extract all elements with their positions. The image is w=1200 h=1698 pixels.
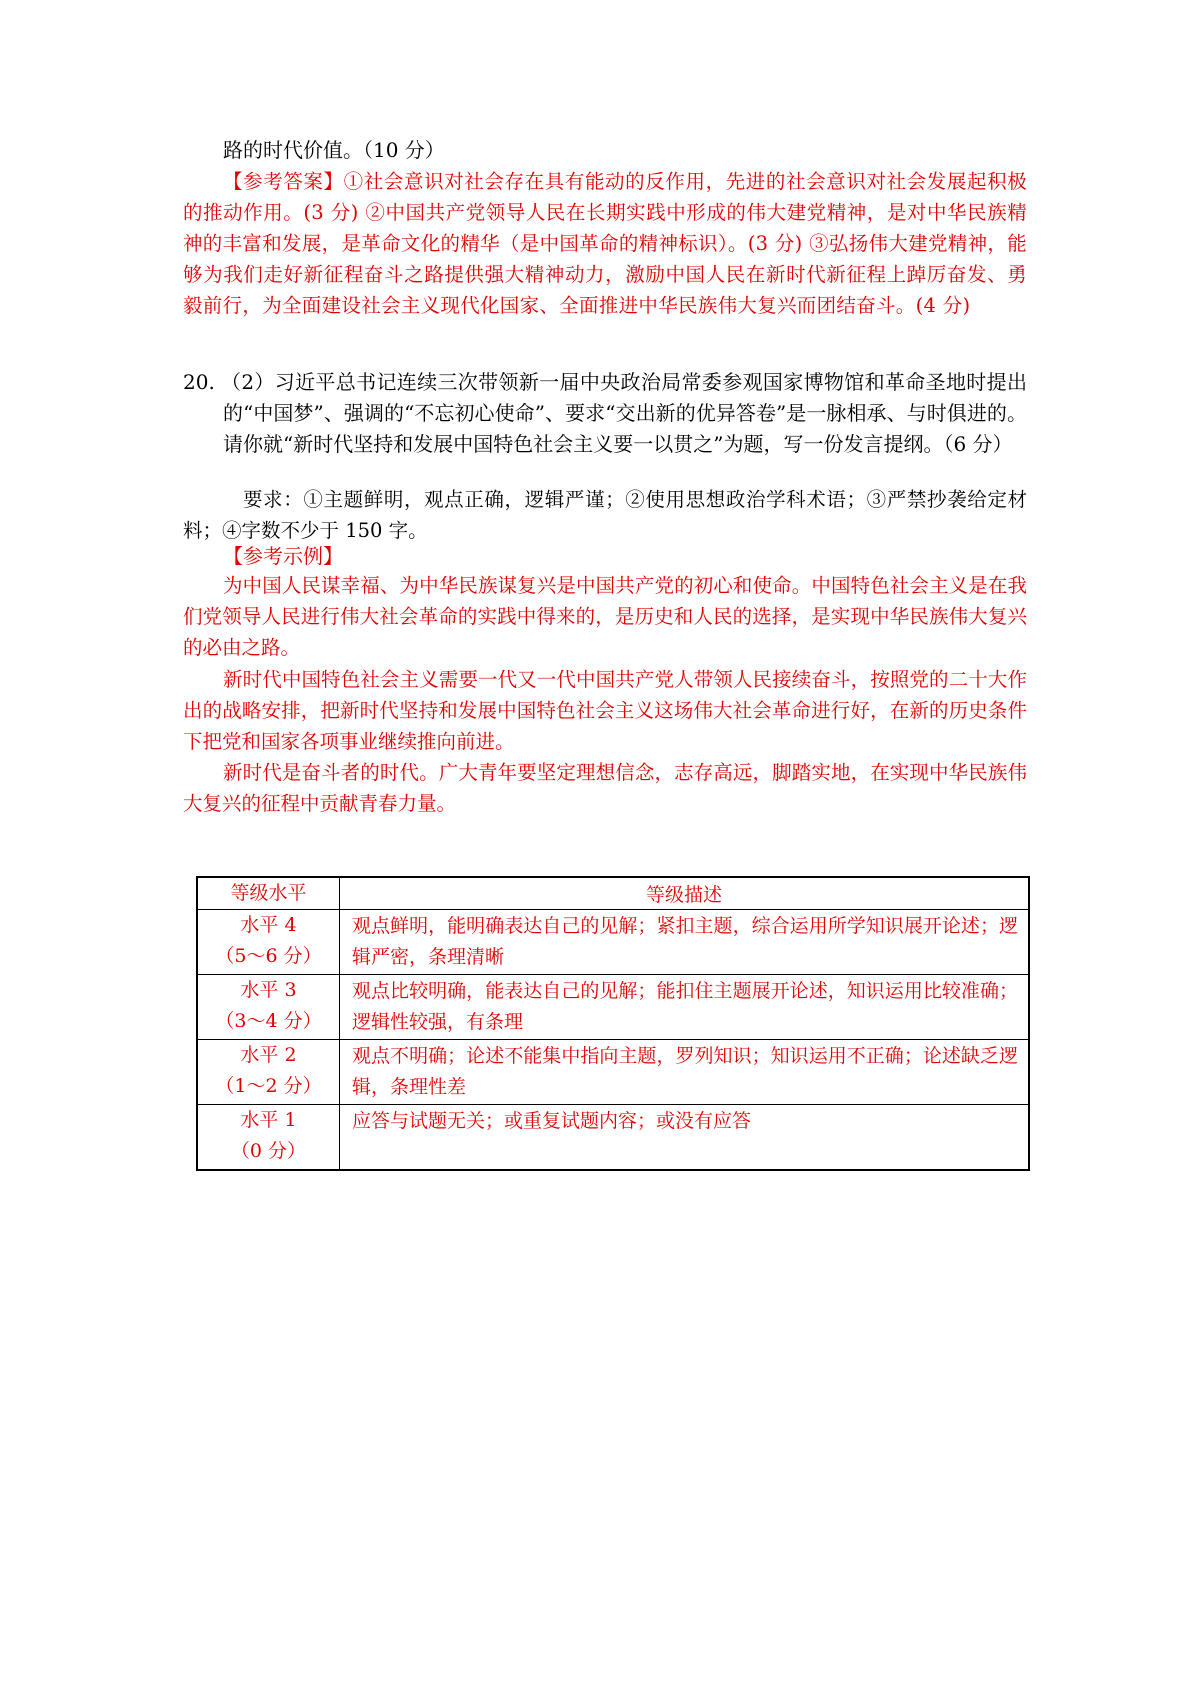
level-score: （3～4 分） [215,1010,322,1032]
level-name: 水平 3 [240,979,297,1001]
level-score: （5～6 分） [215,945,322,967]
level-cell [197,1040,340,1105]
question-requirement: 要求：①主题鲜明，观点正确，逻辑严谨；②使用思想政治学科术语；③严禁抄袭给定材料；④字数不少于 150 字。 [183,488,1027,542]
level-cell [197,910,340,975]
question-number: 20. [183,370,215,394]
table-header-row [197,877,1029,910]
level-score: （1～2 分） [215,1075,322,1097]
answer-label: 【参考答案】 [223,170,344,193]
level-score: （0 分） [230,1140,307,1162]
table-row [197,1040,1029,1105]
example-paragraph-1: 为中国人民谋幸福、为中华民族谋复兴是中国共产党的初心和使命。中国特色社会主义是在我们党领导人民进行伟大社会革命的实践中得来的，是历史和人民的选择，是实现中华民族伟大复兴的必由之路。 [183,574,1027,659]
description-cell: 观点鲜明，能明确表达自己的见解；紧扣主题，综合运用所学知识展开论述；逻辑严密，条理清晰 [340,910,1030,975]
header-level: 等级水平 [197,877,340,910]
previous-question-tail: 路的时代价值。（10 分） [223,138,445,162]
description-cell: 应答与试题无关；或重复试题内容；或没有应答 [340,1105,1030,1171]
table-row [197,910,1029,975]
description-cell: 观点不明确；论述不能集中指向主题，罗列知识；知识运用不正确；论述缺乏逻辑，条理性差 [340,1040,1030,1105]
example-label: 【参考示例】 [223,544,343,568]
example-paragraph-3: 新时代是奋斗者的时代。广大青年要坚定理想信念，志存高远，脚踏实地，在实现中华民族伟大复兴的征程中贡献青春力量。 [183,761,1027,815]
level-name: 水平 1 [240,1109,297,1131]
level-cell [197,1105,340,1171]
description-cell: 观点比较明确，能表达自己的见解；能扣住主题展开论述，知识运用比较准确；逻辑性较强，有条理 [340,975,1030,1040]
grading-table [196,876,1030,1171]
level-name: 水平 4 [240,914,297,936]
question-text: （2）习近平总书记连续三次带领新一届中央政治局常委参观国家博物馆和革命圣地时提出的“中国梦”、强调的“不忘初心使命”、要求“交出新的优异答卷”是一脉相承、与时俱进的。请你就“新时代坚持和发展中国特色社会主义要一以贯之”为题，写一份发言提纲。（6 分） [221,370,1027,456]
level-name: 水平 2 [240,1044,297,1066]
answer-text: ①社会意识对社会存在具有能动的反作用，先进的社会意识对社会发展起积极的推动作用。(3 分) ②中国共产党领导人民在长期实践中形成的伟大建党精神，是对中华民族精神的丰富和发展，是革命文化的精华（是中国革命的精神标识）。(3 分) ③弘扬伟大建党精神，能够为我们走好新征程奋斗之路提供强大精神动力，激励中国人民在新时代新征程上踔厉奋发、勇毅前行，为全面建设社会主义现代化国家、全面推进中华民族伟大复兴而团结奋斗。(4 分) [183,170,1027,317]
reference-answer [183,166,1027,321]
example-paragraph-2: 新时代中国特色社会主义需要一代又一代中国共产党人带领人民接续奋斗，按照党的二十大作出的战略安排，把新时代坚持和发展中国特色社会主义这场伟大社会革命进行好，在新的历史条件下把党和国家各项事业继续推向前进。 [183,668,1027,753]
table-row [197,1105,1029,1171]
level-cell [197,975,340,1040]
table-row [197,975,1029,1040]
question-20 [183,367,1027,460]
header-description: 等级描述 [340,877,1030,910]
